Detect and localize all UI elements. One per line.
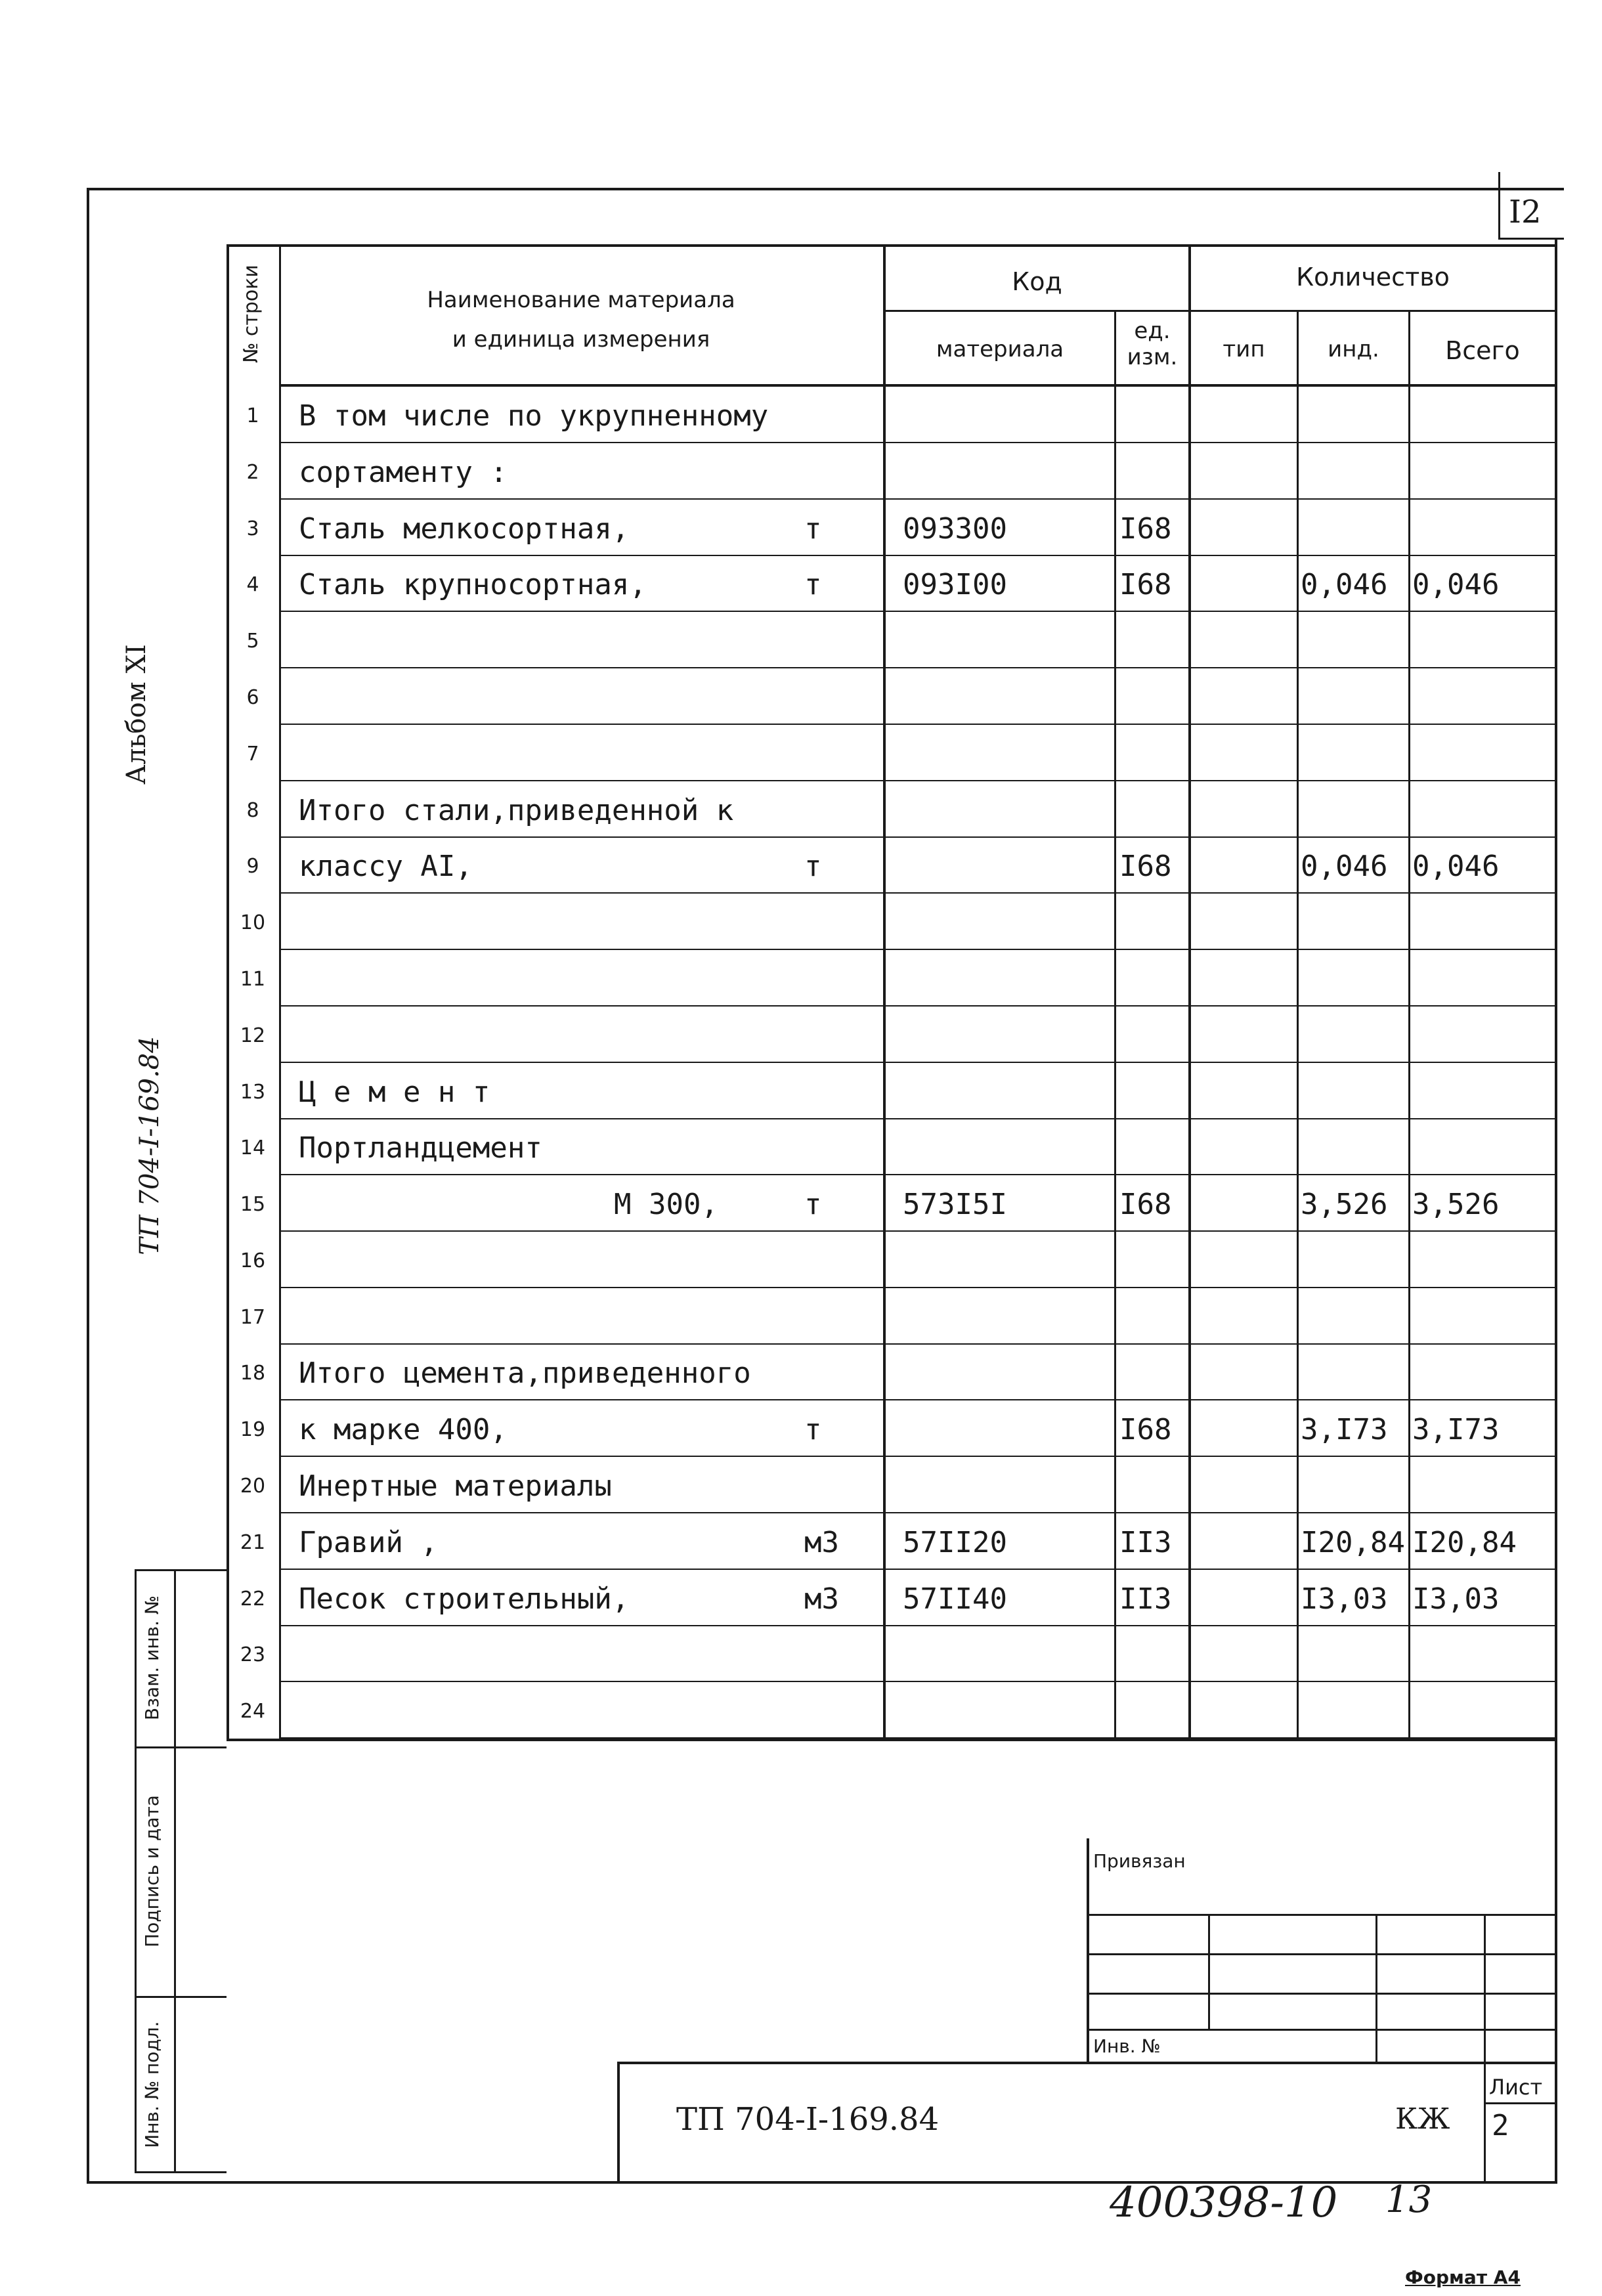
header-total: Всего: [1445, 336, 1520, 365]
row-unit-code: I68: [1119, 1413, 1172, 1446]
row-name: М 300,: [614, 1188, 718, 1221]
row-unit-text: т: [804, 1188, 822, 1221]
header-tip: тип: [1223, 336, 1265, 362]
row-name: к марке 400,: [299, 1413, 508, 1446]
header-rownum: № строки: [240, 265, 263, 363]
row-unit-text: т: [804, 568, 822, 601]
table-row: [227, 1400, 1555, 1457]
row-name: Сталь мелкосортная,: [299, 512, 630, 546]
side-code-label: ТП 704-I-169.84: [135, 1036, 165, 1255]
table-row: [227, 1288, 1555, 1345]
header-material: материала: [936, 336, 1064, 362]
list-label: Лист: [1489, 2075, 1543, 2100]
row-total: 3,526: [1412, 1188, 1500, 1221]
row-number: 4: [246, 573, 259, 596]
row-ind: 0,046: [1301, 568, 1388, 601]
table-row: [227, 612, 1555, 668]
row-code: 093I00: [903, 568, 1007, 601]
table-row: [227, 1063, 1555, 1119]
row-unit-code: I68: [1119, 568, 1172, 601]
row-name: Ц е м е н т: [299, 1075, 490, 1109]
title-doc-code: ТП 704-I-169.84: [676, 2101, 940, 2138]
header-name-line1: Наименование материала: [427, 287, 735, 313]
table-row: [227, 443, 1555, 500]
table-row: [227, 668, 1555, 725]
row-unit-text: т: [804, 850, 822, 883]
table-row: [227, 555, 1555, 612]
header-name-line2: и единица измерения: [452, 326, 710, 353]
row-number: 10: [240, 911, 266, 934]
row-number: 23: [240, 1643, 266, 1666]
row-number: 14: [240, 1137, 266, 1159]
table-row: [227, 1626, 1555, 1682]
table-row: [227, 1682, 1555, 1739]
row-total: 0,046: [1412, 850, 1500, 883]
row-unit-code: II3: [1119, 1582, 1172, 1616]
table-row: [227, 500, 1555, 556]
stamp-vzam: Взам. инв. №: [141, 1595, 163, 1721]
row-name: классу AI,: [299, 850, 473, 883]
row-ind: I20,84: [1301, 1526, 1405, 1559]
row-number: 3: [246, 517, 259, 540]
row-unit-text: м3: [804, 1582, 839, 1616]
row-total: 3,I73: [1412, 1413, 1500, 1446]
header-qty: Количество: [1296, 263, 1450, 292]
header-ind: инд.: [1328, 336, 1379, 362]
list-number: 2: [1492, 2109, 1509, 2142]
privyazan-label: Привязан: [1093, 1850, 1186, 1872]
row-number: 21: [240, 1531, 266, 1554]
row-ind: 3,I73: [1301, 1413, 1388, 1446]
row-number: 11: [240, 968, 266, 991]
row-unit-code: II3: [1119, 1526, 1172, 1559]
row-ind: 3,526: [1301, 1188, 1388, 1221]
row-unit-text: т: [804, 1413, 822, 1446]
row-unit-code: I68: [1119, 850, 1172, 883]
row-name: сортаменту :: [299, 456, 508, 489]
row-number: 13: [240, 1081, 266, 1104]
stamp-inv-podl: Инв. № подл.: [141, 2021, 163, 2148]
table-row: [227, 950, 1555, 1007]
row-number: 12: [240, 1024, 266, 1047]
table-row: [227, 1232, 1555, 1288]
table-row: [227, 1007, 1555, 1063]
row-name: Инертные материалы: [299, 1469, 612, 1503]
row-number: 15: [240, 1193, 266, 1216]
row-number: 24: [240, 1700, 266, 1723]
title-block-privyazan: [1087, 1838, 1555, 2062]
side-album-label: Альбом XI: [121, 644, 152, 785]
row-number: 7: [246, 743, 259, 766]
handwritten-number: 400398-10: [1110, 2178, 1338, 2227]
row-unit-code: I68: [1119, 512, 1172, 546]
row-number: 17: [240, 1306, 266, 1329]
row-total: 0,046: [1412, 568, 1500, 601]
row-total: I20,84: [1412, 1526, 1517, 1559]
row-ind: 0,046: [1301, 850, 1388, 883]
row-number: 8: [246, 799, 259, 822]
row-number: 22: [240, 1588, 266, 1611]
table-row: [227, 837, 1555, 894]
inv-no-label: Инв. №: [1093, 2035, 1161, 2057]
table-row: [227, 387, 1555, 443]
table-row: [227, 725, 1555, 781]
row-name: В том числе по укрупненному: [299, 399, 769, 433]
table-body: [227, 387, 1555, 1739]
table-row: [227, 1570, 1555, 1626]
row-name: Портландцемент: [299, 1131, 542, 1165]
side-stamp: [135, 1569, 227, 2173]
row-number: 6: [246, 686, 259, 709]
row-number: 2: [246, 461, 259, 484]
title-block-main: [617, 2062, 1555, 2181]
header-unit-line2: изм.: [1127, 344, 1178, 370]
table-row: [227, 1175, 1555, 1232]
row-number: 1: [246, 404, 259, 427]
row-name: Гравий ,: [299, 1526, 438, 1559]
row-code: 093300: [903, 512, 1007, 546]
format-label: Формат А4: [1405, 2266, 1521, 2288]
table-row: [227, 894, 1555, 950]
row-number: 5: [246, 630, 259, 653]
row-code: 57II20: [903, 1526, 1007, 1559]
header-unit-line1: ед.: [1134, 318, 1171, 344]
table-row: [227, 1119, 1555, 1175]
title-mark: КЖ: [1395, 2102, 1450, 2136]
row-number: 19: [240, 1418, 266, 1441]
table-row: [227, 1513, 1555, 1570]
row-name: Итого стали,приведенной к: [299, 794, 734, 827]
row-name: Сталь крупносортная,: [299, 568, 647, 601]
row-number: 18: [240, 1362, 266, 1385]
row-code: 573I5I: [903, 1188, 1007, 1221]
row-unit-text: м3: [804, 1526, 839, 1559]
handwritten-page: 13: [1385, 2178, 1433, 2221]
table-row: [227, 1457, 1555, 1513]
header-code: Код: [1012, 267, 1062, 296]
table-row: [227, 1344, 1555, 1400]
row-unit-text: т: [804, 512, 822, 546]
row-unit-code: I68: [1119, 1188, 1172, 1221]
stamp-podpis: Подпись и дата: [141, 1795, 163, 1947]
row-number: 9: [246, 855, 259, 878]
row-ind: I3,03: [1301, 1582, 1388, 1616]
row-name: Песок строительный,: [299, 1582, 630, 1616]
row-name: Итого цемента,приведенного: [299, 1356, 751, 1390]
row-total: I3,03: [1412, 1582, 1500, 1616]
row-number: 20: [240, 1475, 266, 1498]
table-row: [227, 781, 1555, 838]
materials-table: [227, 244, 1555, 1741]
sheet-corner-number: I2: [1509, 194, 1542, 230]
row-code: 57II40: [903, 1582, 1007, 1616]
row-number: 16: [240, 1249, 266, 1272]
